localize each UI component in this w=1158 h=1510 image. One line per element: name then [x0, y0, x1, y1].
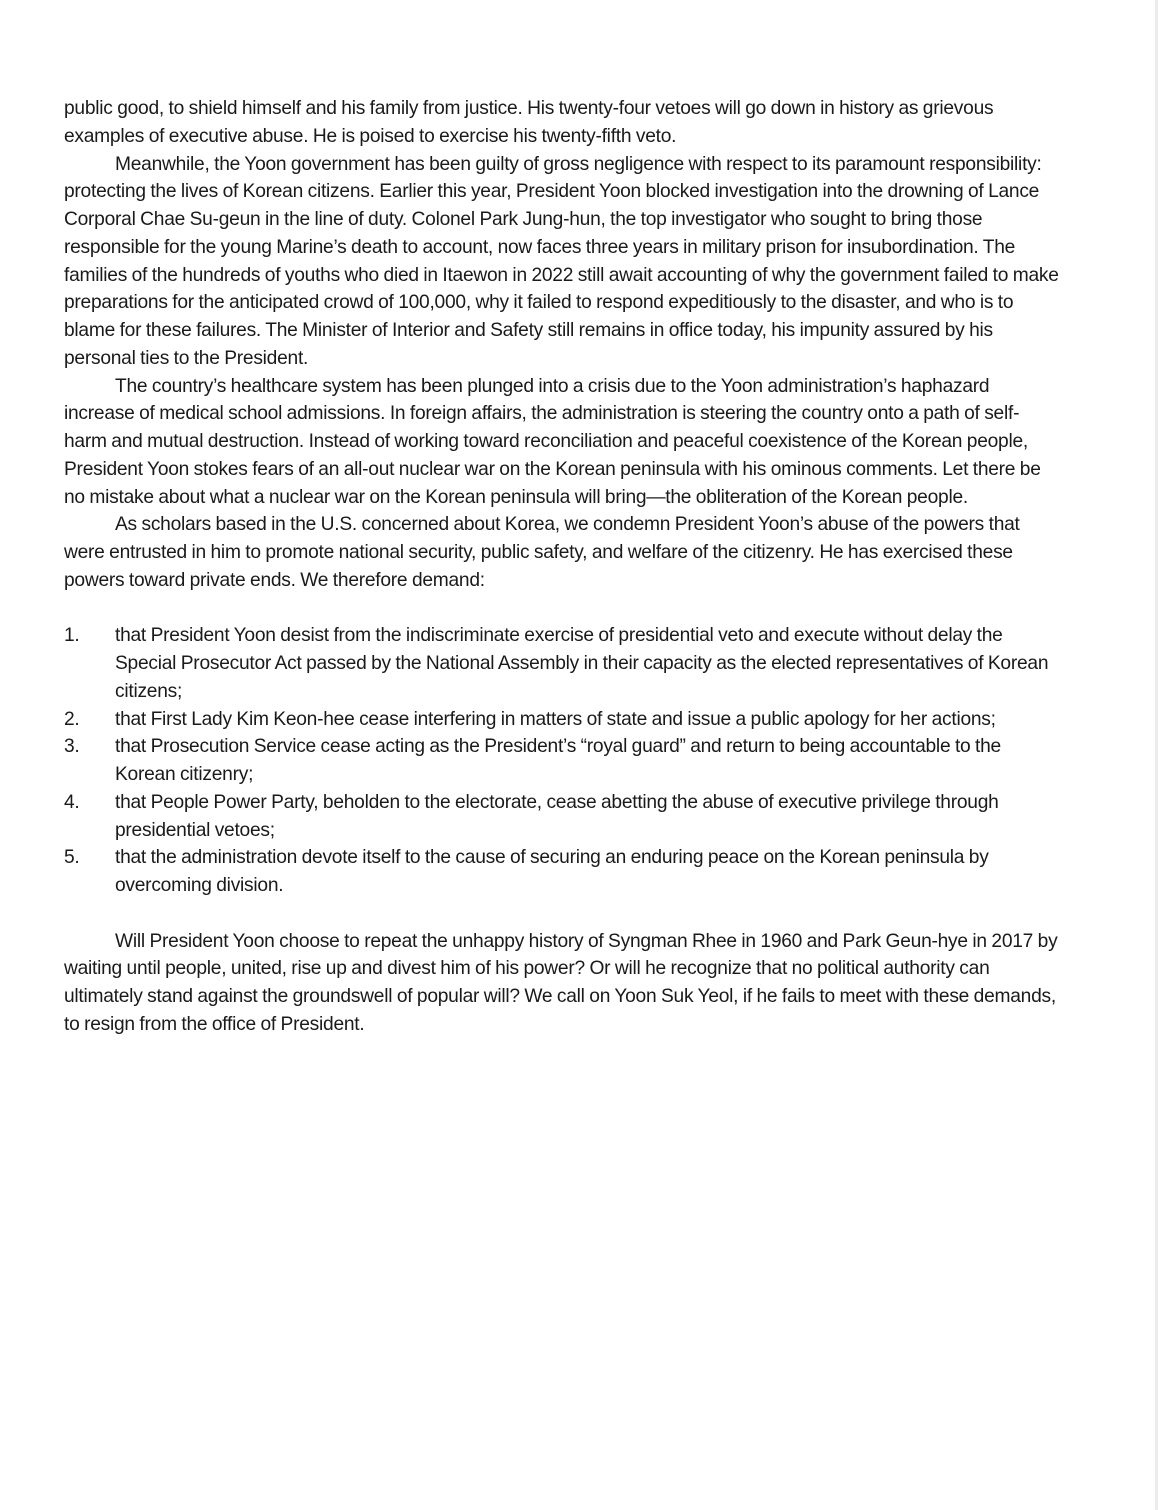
- demand-number: 1.: [64, 625, 80, 647]
- demand-number: 3.: [64, 736, 80, 758]
- paragraph-scholars-condemnation: As scholars based in the U.S. concerned about Korea, we condemn President Yoon’s abuse of the powers that were entrusted in him to promote national security, public safety, and welfare of the citizenry. He has exercised these powers toward private ends. We therefore demand:: [64, 514, 1020, 591]
- demand-item: [64, 622, 1060, 705]
- paragraph-closing-call: Will President Yoon choose to repeat the unhappy history of Syngman Rhee in 1960 and Park Geun-hye in 2017 by waiting until people, united, rise up and divest him of his power? Or will he recognize that no political authority can ultimately stand against the groundswell of popular will? We call on Yoon Suk Yeol, if he fails to meet with these demands, to resign from the office of President.: [64, 930, 1058, 1035]
- demand-item: [64, 789, 1060, 845]
- paragraph-veto-history: public good, to shield himself and his family from justice. His twenty-four vetoes will go down in history as grievous examples of executive abuse. He is poised to exercise his twenty-fifth veto.: [64, 98, 994, 147]
- spacer: [64, 900, 1060, 928]
- demand-text: that Prosecution Service cease acting as the President’s “royal guard” and return to being accountable to the Korean citizenry;: [115, 736, 1001, 785]
- document-body: [64, 95, 1060, 1039]
- demand-number: 2.: [64, 708, 80, 730]
- demand-number: 5.: [64, 847, 80, 869]
- demand-text: that First Lady Kim Keon-hee cease interfering in matters of state and issue a public apology for her actions;: [115, 708, 996, 730]
- demand-text: that President Yoon desist from the indiscriminate exercise of presidential veto and execute without delay the Special Prosecutor Act passed by the National Assembly in their capacity as the elected representatives of Korean citizens;: [115, 625, 1049, 702]
- demand-text: that the administration devote itself to the cause of securing an enduring peace on the Korean peninsula by overcoming division.: [115, 847, 989, 896]
- demand-number: 4.: [64, 791, 80, 813]
- demands-list: [64, 622, 1060, 900]
- demand-item: [64, 733, 1060, 789]
- paragraph-government-negligence: Meanwhile, the Yoon government has been guilty of gross negligence with respect to its paramount responsibility: protecting the lives of Korean citizens. Earlier this year, President Yoon blocked investigation into the drowning of Lance Corporal Chae Su-geun in the line of duty. Colonel Park Jung-hun, the top investigator who sought to bring those responsible for the young Marine’s death to account, now faces three years in military prison for insubordination. The families of the hundreds of youths who died in Itaewon in 2022 still await accounting of why the government failed to make preparations for the anticipated crowd of 100,000, why it failed to respond expeditiously to the disaster, and who is to blame for these failures. The Minister of Interior and Safety still remains in office today, his impunity assured by his personal ties to the President.: [64, 153, 1059, 369]
- paragraph-healthcare-foreign-affairs: The country’s healthcare system has been plunged into a crisis due to the Yoon administration’s haphazard increase of medical school admissions. In foreign affairs, the administration is steering the country onto a path of self-harm and mutual destruction. Instead of working toward reconciliation and peaceful coexistence of the Korean people, President Yoon stokes fears of an all-out nuclear war on the Korean peninsula with his ominous comments. Let there be no mistake about what a nuclear war on the Korean peninsula will bring—the obliteration of the Korean people.: [64, 375, 1041, 508]
- spacer: [64, 595, 1060, 623]
- demand-text: that People Power Party, beholden to the electorate, cease abetting the abuse of executive privilege through presidential vetoes;: [115, 791, 999, 841]
- demand-item: [64, 844, 1060, 900]
- demand-item: [64, 706, 1060, 734]
